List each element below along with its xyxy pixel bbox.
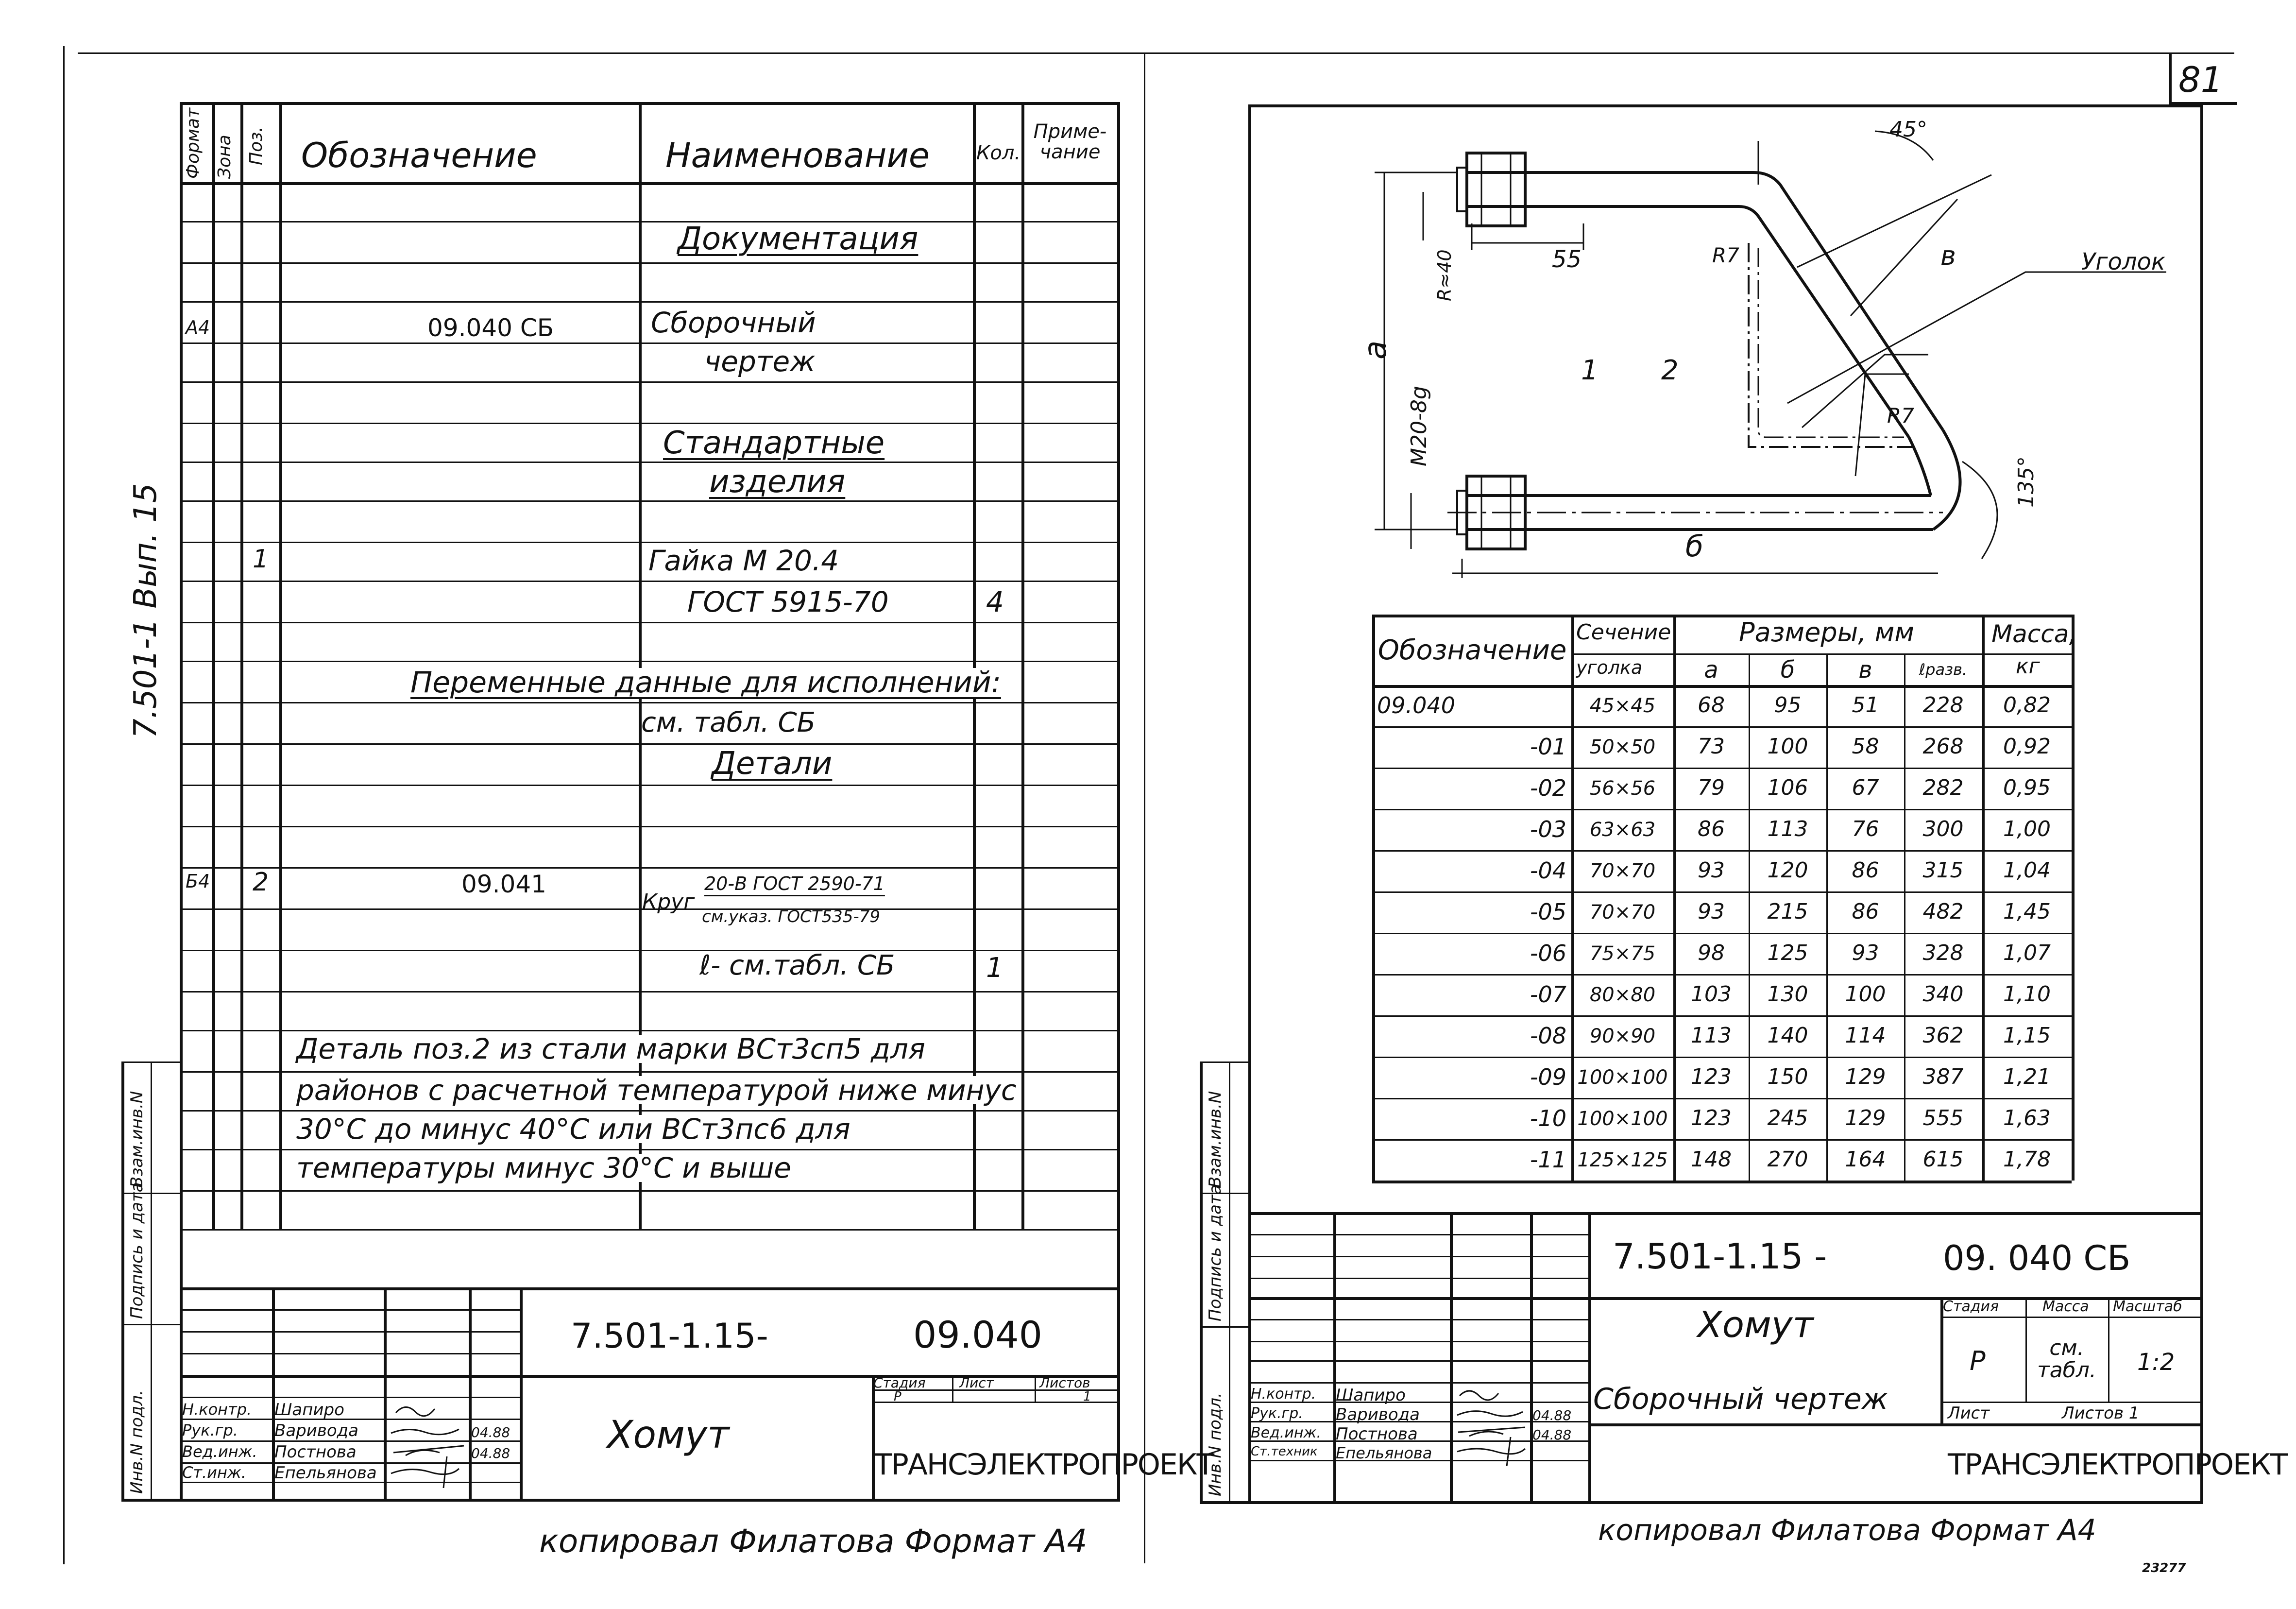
table-cell-m: 1,63: [2003, 1106, 2051, 1131]
header-note: Приме-чание: [1033, 120, 1107, 163]
name-3: Постнова: [274, 1442, 357, 1462]
stamp-col: [1588, 1212, 1591, 1501]
table-cell-b: 120: [1767, 858, 1808, 883]
table-cell-l: 362: [1922, 1023, 1964, 1048]
table-col: [2072, 615, 2075, 1181]
table-cell-a: 86: [1698, 817, 1725, 842]
right-frame-left: [1248, 104, 1251, 1501]
table-cell-a: 148: [1691, 1147, 1732, 1172]
table-line: [1571, 653, 2072, 655]
table-row-designation: -11: [1530, 1147, 1566, 1173]
part-name-top: 20-В ГОСТ 2590-71: [704, 873, 885, 894]
nut-pos: 1: [253, 545, 269, 574]
table-cell-v: 86: [1852, 899, 1879, 924]
dim-r7-bottom: R7: [1887, 404, 1914, 428]
table-cell-b: 150: [1767, 1064, 1808, 1090]
table-cell-l: 482: [1922, 899, 1964, 924]
row-line: [180, 622, 1117, 623]
left-frame-bottom: [121, 1499, 1120, 1502]
name-r4: Епельянова: [1336, 1444, 1432, 1462]
table-cell-l: 268: [1922, 734, 1964, 759]
table-row-line: [1372, 1139, 2072, 1141]
note-line-2: районов с расчетной температурой ниже минус: [296, 1076, 1020, 1104]
th-mass-2: кг: [2016, 654, 2040, 679]
part-designation: 09.041: [461, 870, 546, 898]
header-format: Формат: [183, 107, 203, 179]
stamp-line: [1940, 1317, 2200, 1318]
table-row-designation: -10: [1530, 1105, 1566, 1132]
right-copied-note: копировал Филатова Формат А4: [1598, 1513, 2096, 1547]
col-line-zone: [240, 102, 243, 1229]
right-side-strip-mid: [1229, 1061, 1230, 1501]
page-number: 81: [2178, 59, 2223, 100]
stamp-stage-value-right: Р: [1970, 1346, 1986, 1376]
table-row-designation: -04: [1530, 857, 1566, 884]
right-side-strip-div2: [1200, 1326, 1248, 1328]
row-line: [180, 1190, 1117, 1192]
table-cell-l: 228: [1922, 693, 1964, 718]
role-1: Н.контр.: [182, 1400, 252, 1419]
dim-r40: R≈40: [1434, 249, 1455, 301]
table-cell-a: 93: [1698, 899, 1725, 924]
top-margin-line: [78, 52, 2234, 54]
section-parts: Детали: [712, 746, 833, 782]
stamp-org: ТРАНСЭЛЕКТРОПРОЕКТ: [874, 1448, 1214, 1482]
table-cell-m: 1,45: [2003, 899, 2051, 924]
stamp-sheets-label: Листов: [1039, 1375, 1090, 1391]
side-label-signature-right: Подпись и дата: [1206, 1184, 1225, 1321]
stamp-col: [1940, 1297, 1943, 1423]
right-frame-bottom: [1200, 1501, 2203, 1504]
stamp-col: [469, 1287, 472, 1499]
row-line: [180, 661, 1117, 662]
header-qty: Кол.: [976, 142, 1021, 164]
table-cell-a: 79: [1698, 775, 1725, 801]
stamp-line: [1248, 1382, 1588, 1384]
doc-format: А4: [186, 317, 210, 338]
side-label-replace-right: Взам.инв.N: [1206, 1091, 1225, 1188]
header-pos: Поз.: [246, 126, 266, 165]
table-row-line: [1372, 1015, 2072, 1017]
doc-designation: 09.040 СБ: [427, 314, 554, 342]
table-cell-b: 270: [1767, 1147, 1808, 1172]
table-cell-l: 340: [1922, 982, 1964, 1007]
stamp-org-right: ТРАНСЭЛЕКТРОПРОЕКТ: [1948, 1448, 2287, 1482]
row-line: [180, 423, 1117, 424]
table-cell-a: 123: [1691, 1106, 1732, 1131]
stamp-line: [1248, 1256, 1588, 1257]
dim-b: б: [1685, 530, 1704, 564]
table-row-designation: -08: [1530, 1023, 1566, 1049]
stamp-line: [1248, 1212, 2200, 1215]
table-row-designation: 09.040: [1377, 692, 1455, 719]
row-line: [180, 301, 1117, 303]
stamp-subtitle-right: Сборочный чертеж: [1593, 1382, 1888, 1416]
row-line: [180, 262, 1117, 264]
stamp-code: 7.501-1.15-: [571, 1316, 768, 1356]
table-cell-s: 70×70: [1589, 901, 1656, 924]
doc-name-line1: Сборочный: [651, 306, 816, 339]
table-cell-m: 1,15: [2003, 1023, 2051, 1048]
row-line: [180, 826, 1117, 827]
side-code: 7.501-1 Вып. 15: [128, 483, 164, 738]
note-line-4: температуры минус 30°С и выше: [296, 1154, 794, 1182]
table-row-designation: -01: [1530, 734, 1566, 760]
section-documentation: Документация: [678, 221, 918, 257]
th-b: б: [1780, 656, 1795, 684]
table-cell-l: 328: [1922, 941, 1964, 966]
table-cell-b: 95: [1774, 693, 1802, 718]
signature-marks: [386, 1398, 469, 1488]
row-line: [180, 1071, 1117, 1073]
table-cell-a: 103: [1691, 982, 1732, 1007]
table-row-designation: -02: [1530, 775, 1566, 802]
table-cell-l: 555: [1922, 1106, 1964, 1131]
stamp-code-right: 7.501-1.15 -: [1613, 1236, 1827, 1277]
stamp-line: [1248, 1278, 1588, 1279]
side-label-inventory-right: Инв.N подл.: [1206, 1392, 1225, 1496]
table-cell-v: 51: [1852, 693, 1879, 718]
stamp-col: [2108, 1297, 2109, 1402]
name-r2: Варивода: [1336, 1405, 1420, 1424]
stamp-line: [1248, 1234, 1588, 1235]
table-cell-v: 129: [1845, 1064, 1886, 1090]
section-standard-line1: Стандартные: [663, 425, 885, 461]
header-zone: Зона: [215, 135, 235, 179]
table-cell-s: 75×75: [1589, 942, 1656, 965]
right-stamp-number: 23277: [2142, 1561, 2186, 1575]
table-cell-v: 129: [1845, 1106, 1886, 1131]
table-cell-b: 100: [1767, 734, 1808, 759]
stamp-sheet-label-right: Лист: [1948, 1404, 1990, 1423]
stamp-col: [1530, 1212, 1533, 1501]
part-name-bottom: см.указ. ГОСТ535-79: [702, 907, 880, 926]
stamp-line: [1940, 1402, 2200, 1403]
stamp-stage-label-right: Стадия: [1943, 1298, 1999, 1315]
note-line-3: 30°С до минус 40°С или ВСт3пс6 для: [296, 1115, 853, 1143]
role-4: Ст.инж.: [182, 1463, 246, 1482]
stamp-sheet-label: Лист: [959, 1375, 994, 1391]
table-cell-l: 387: [1922, 1064, 1964, 1090]
table-cell-s: 125×125: [1577, 1148, 1668, 1171]
table-cell-s: 50×50: [1589, 736, 1656, 758]
table-row-line: [1372, 1098, 2072, 1099]
name-r3: Постнова: [1336, 1424, 1418, 1444]
th-v: в: [1858, 656, 1872, 684]
table-cell-b: 130: [1767, 982, 1808, 1007]
dim-135: 135°: [2014, 456, 2039, 508]
th-mass-1: Масса,: [1991, 620, 2077, 648]
table-row-line: [1372, 809, 2072, 810]
row-line: [180, 221, 1117, 223]
stamp-scale-value-right: 1:2: [2137, 1349, 2175, 1376]
header-bottom-line: [180, 182, 1117, 185]
name-2: Варивода: [274, 1421, 359, 1440]
row-line: [180, 991, 1117, 993]
dim-a: а: [1358, 340, 1394, 359]
note-line-1: Деталь поз.2 из стали марки ВСт3сп5 для: [296, 1035, 928, 1063]
row-line: [180, 1030, 1117, 1031]
table-cell-a: 98: [1698, 941, 1725, 966]
table-cell-m: 1,78: [2003, 1147, 2051, 1172]
role-2: Рук.гр.: [182, 1421, 238, 1439]
header-designation: Обозначение: [301, 136, 537, 175]
left-side-strip-top: [121, 1061, 180, 1063]
table-cell-s: 100×100: [1577, 1066, 1668, 1089]
stamp-doc-right: 09. 040 СБ: [1943, 1238, 2131, 1278]
right-frame-top: [1248, 104, 2200, 107]
date-3: 04.88: [471, 1445, 510, 1461]
part-format: Б4: [186, 871, 210, 892]
dim-m20: М20-8g: [1407, 386, 1431, 466]
table-row-designation: -05: [1530, 899, 1566, 925]
role-r4: Ст.техник: [1251, 1444, 1318, 1459]
role-3: Вед.инж.: [182, 1442, 257, 1461]
row-line: [180, 542, 1117, 543]
nut-gost: ГОСТ 5915-70: [687, 585, 889, 618]
stamp-col: [1035, 1375, 1036, 1402]
row-line: [180, 743, 1117, 745]
th-l: ℓразв.: [1919, 660, 1968, 679]
table-cell-m: 1,00: [2003, 817, 2051, 842]
dim-r7-top: R7: [1712, 243, 1739, 267]
name-4: Епельянова: [274, 1463, 377, 1483]
row-line: [180, 785, 1117, 786]
stamp-mass-value-right: см. табл.: [2037, 1335, 2096, 1383]
th-section-1: Сечение: [1576, 620, 1671, 645]
leader-2: 2: [1661, 355, 1679, 386]
table-cell-v: 58: [1852, 734, 1879, 759]
left-side-strip-mid: [151, 1061, 152, 1499]
th-section-2: уголка: [1576, 657, 1643, 678]
role-r1: Н.контр.: [1251, 1386, 1316, 1403]
date-r2: 04.88: [1532, 1407, 1572, 1423]
col-line-pos: [279, 102, 282, 1229]
table-cell-m: 1,10: [2003, 982, 2051, 1007]
row-line: [180, 1110, 1117, 1112]
table-cell-s: 90×90: [1589, 1025, 1656, 1047]
table-cell-a: 113: [1691, 1023, 1732, 1048]
stamp-title: Хомут: [607, 1413, 730, 1457]
dim-45-deg: 45°: [1889, 117, 1927, 142]
table-cell-a: 93: [1698, 858, 1725, 883]
table-cell-a: 123: [1691, 1064, 1732, 1090]
stamp-top-line: [180, 1287, 1117, 1290]
row-line: [180, 1229, 1117, 1231]
table-cell-b: 125: [1767, 941, 1808, 966]
left-side-strip-left: [121, 1061, 124, 1499]
role-r3: Вед.инж.: [1251, 1424, 1321, 1441]
table-cell-v: 114: [1845, 1023, 1886, 1048]
table-row-designation: -03: [1530, 816, 1566, 843]
row-line: [180, 950, 1117, 951]
clamp-drawing: [1311, 112, 2186, 583]
table-cell-s: 45×45: [1589, 694, 1656, 717]
signature-marks-right: [1452, 1384, 1530, 1466]
table-cell-v: 86: [1852, 858, 1879, 883]
table-cell-m: 1,21: [2003, 1064, 2051, 1090]
table-row-designation: -07: [1530, 981, 1566, 1008]
col-line-qty: [1021, 102, 1024, 1229]
table-cell-b: 245: [1767, 1106, 1808, 1131]
dim-55: 55: [1552, 246, 1582, 273]
stamp-doc: 09.040: [913, 1313, 1042, 1356]
left-margin-line: [63, 46, 65, 1564]
table-row-line: [1372, 933, 2072, 934]
table-row-line: [1372, 768, 2072, 769]
table-row-line: [1372, 850, 2072, 852]
stamp-line: [1248, 1319, 1588, 1320]
table-cell-v: 100: [1845, 982, 1886, 1007]
nut-qty: 4: [986, 585, 1004, 618]
part-length: ℓ- см.табл. СБ: [699, 950, 895, 981]
table-row-line: [1372, 726, 2072, 728]
col-line-format: [212, 102, 215, 1229]
right-side-strip-top: [1200, 1061, 1248, 1063]
th-sizes: Размеры, мм: [1739, 617, 1915, 648]
table-row-line: [1372, 974, 2072, 976]
left-copied-note: копировал Филатова Формат А4: [539, 1523, 1088, 1560]
th-designation: Обозначение: [1378, 634, 1567, 666]
table-cell-b: 106: [1767, 775, 1808, 801]
table-cell-a: 73: [1698, 734, 1725, 759]
stamp-stage-label: Стадия: [873, 1375, 926, 1391]
table-cell-v: 93: [1852, 941, 1879, 966]
stamp-col: [2025, 1297, 2027, 1402]
center-fold-line: [1144, 52, 1145, 1563]
table-cell-s: 100×100: [1577, 1107, 1668, 1130]
table-cell-s: 63×63: [1589, 818, 1656, 841]
row-line: [180, 342, 1117, 344]
th-a: а: [1704, 656, 1718, 684]
part-name-prefix: Круг: [642, 890, 695, 914]
table-cell-m: 1,07: [2003, 941, 2051, 966]
stamp-stage-value: Р: [894, 1389, 901, 1404]
row-line: [180, 1149, 1117, 1150]
side-label-inventory: Инв.N подл.: [127, 1390, 147, 1494]
right-frame-right: [2200, 104, 2203, 1501]
table-cell-m: 0,82: [2003, 693, 2051, 718]
page-number-box: [2169, 53, 2172, 102]
stamp-line: [1248, 1360, 1588, 1362]
table-cell-b: 113: [1767, 817, 1808, 842]
row-line: [180, 702, 1117, 703]
stamp-line: [1588, 1423, 2200, 1426]
nut-name: Гайка М 20.4: [648, 544, 839, 577]
role-r2: Рук.гр.: [1251, 1405, 1303, 1422]
table-cell-s: 70×70: [1589, 859, 1656, 882]
stamp-col: [520, 1287, 523, 1499]
variable-data-ref: см. табл. СБ: [641, 707, 816, 738]
stamp-title-right: Хомут: [1698, 1304, 1814, 1346]
angle-label: Уголок: [2081, 248, 2165, 275]
variable-data-heading: Переменные данные для исполнений:: [410, 666, 1001, 700]
table-row-designation: -09: [1530, 1064, 1566, 1091]
side-label-replace: Взам.инв.N: [127, 1091, 147, 1188]
stamp-line: [872, 1402, 1117, 1403]
table-cell-l: 282: [1922, 775, 1964, 801]
row-line: [180, 462, 1117, 463]
row-line: [180, 381, 1117, 383]
table-cell-a: 68: [1698, 693, 1725, 718]
table-cell-v: 164: [1845, 1147, 1886, 1172]
left-side-strip-div2: [121, 1324, 180, 1325]
part-qty: 1: [986, 952, 1003, 984]
table-cell-m: 0,92: [2003, 734, 2051, 759]
name-1: Шапиро: [274, 1400, 344, 1420]
stamp-mass-label-right: Масса: [2042, 1298, 2089, 1315]
table-cell-m: 1,04: [2003, 858, 2051, 883]
row-line: [180, 500, 1117, 502]
row-line: [180, 581, 1117, 582]
right-side-strip-left: [1200, 1061, 1203, 1501]
table-row-line: [1372, 891, 2072, 893]
doc-name-line2: чертеж: [704, 345, 816, 378]
header-name: Наименование: [665, 136, 930, 175]
left-frame-top: [180, 102, 1117, 105]
table-cell-b: 140: [1767, 1023, 1808, 1048]
section-standard-line2: изделия: [709, 464, 846, 500]
leader-1: 1: [1581, 355, 1599, 386]
table-cell-m: 0,95: [2003, 775, 2051, 801]
left-frame-right: [1117, 102, 1120, 1499]
part-pos: 2: [253, 868, 269, 897]
table-line: [1372, 1181, 2072, 1183]
table-row-designation: -06: [1530, 940, 1566, 967]
stamp-scale-label-right: Масштаб: [2113, 1298, 2182, 1315]
table-cell-l: 300: [1922, 817, 1964, 842]
row-line: [180, 867, 1117, 869]
stamp-sheets-value: 1: [1083, 1389, 1091, 1404]
stamp-col: [952, 1375, 953, 1402]
table-cell-l: 315: [1922, 858, 1964, 883]
table-row-line: [1372, 1057, 2072, 1058]
side-label-signature: Подпись и дата: [127, 1182, 147, 1319]
table-cell-v: 67: [1852, 775, 1879, 801]
stamp-sheets-label-right: Листов 1: [2062, 1404, 2140, 1423]
stamp-line: [1248, 1341, 1588, 1342]
name-r1: Шапиро: [1336, 1386, 1406, 1405]
date-r3: 04.88: [1532, 1427, 1572, 1443]
table-cell-l: 615: [1922, 1147, 1964, 1172]
date-2: 04.88: [471, 1424, 510, 1440]
table-cell-s: 80×80: [1589, 983, 1656, 1006]
table-cell-b: 215: [1767, 899, 1808, 924]
table-cell-v: 76: [1852, 817, 1879, 842]
dim-v: в: [1940, 240, 1956, 271]
table-cell-s: 56×56: [1589, 777, 1656, 800]
